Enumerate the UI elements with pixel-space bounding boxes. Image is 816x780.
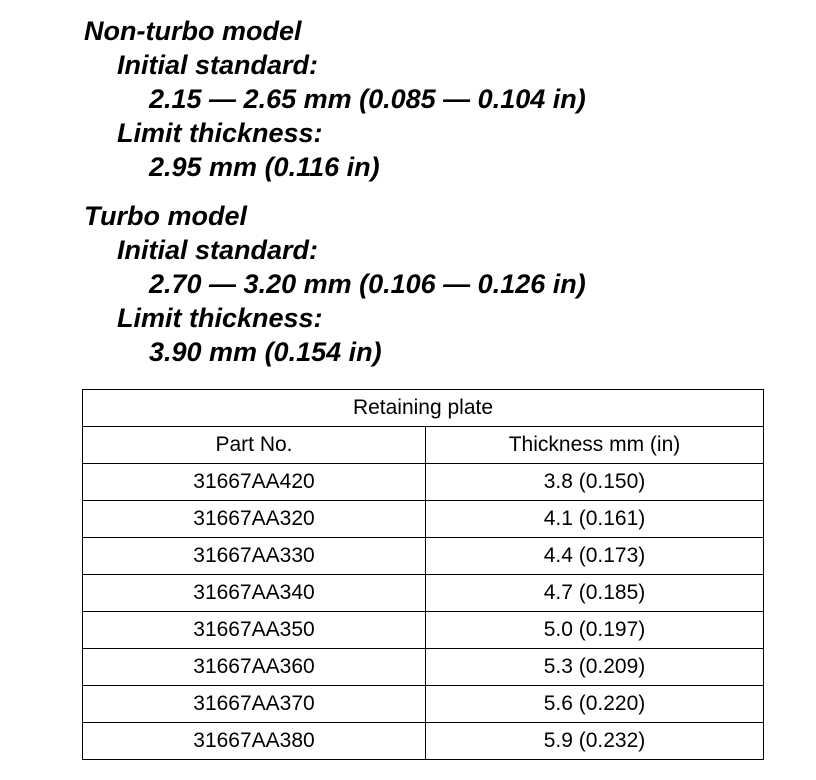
thickness-cell: 3.8 (0.150)	[426, 464, 764, 501]
column-header-part-no: Part No.	[83, 427, 426, 464]
part-number-cell: 31667AA320	[83, 501, 426, 538]
part-number-cell: 31667AA360	[83, 649, 426, 686]
thickness-cell: 5.9 (0.232)	[426, 723, 764, 760]
thickness-cell: 4.4 (0.173)	[426, 538, 764, 575]
table-title-row	[83, 390, 764, 427]
initial-standard-value: 2.15 — 2.65 mm (0.085 — 0.104 in)	[149, 84, 586, 114]
limit-thickness-label: Limit thickness:	[117, 303, 323, 333]
initial-standard-label: Initial standard:	[117, 50, 319, 80]
thickness-cell: 4.1 (0.161)	[426, 501, 764, 538]
part-number-cell: 31667AA370	[83, 686, 426, 723]
thickness-cell: 5.6 (0.220)	[426, 686, 764, 723]
retaining-plate-table	[82, 389, 764, 760]
thickness-cell: 5.0 (0.197)	[426, 612, 764, 649]
model-heading-turbo: Turbo model	[84, 201, 248, 231]
part-number-cell: 31667AA330	[83, 538, 426, 575]
part-number-cell: 31667AA380	[83, 723, 426, 760]
limit-thickness-value: 2.95 mm (0.116 in)	[149, 152, 380, 182]
thickness-specifications	[84, 14, 784, 369]
table-row	[83, 575, 764, 612]
limit-thickness-value: 3.90 mm (0.154 in)	[149, 337, 382, 367]
model-heading-non-turbo: Non-turbo model	[84, 16, 302, 46]
thickness-cell: 5.3 (0.209)	[426, 649, 764, 686]
limit-thickness-label: Limit thickness:	[117, 118, 323, 148]
part-number-cell: 31667AA340	[83, 575, 426, 612]
thickness-cell: 4.7 (0.185)	[426, 575, 764, 612]
column-header-thickness: Thickness mm (in)	[426, 427, 764, 464]
initial-standard-value: 2.70 — 3.20 mm (0.106 — 0.126 in)	[149, 269, 586, 299]
table-row	[83, 538, 764, 575]
part-number-cell: 31667AA420	[83, 464, 426, 501]
section-spacer	[84, 184, 784, 199]
table-row	[83, 612, 764, 649]
table-row	[83, 686, 764, 723]
table-title: Retaining plate	[83, 390, 764, 427]
table-row	[83, 501, 764, 538]
table-header-row	[83, 427, 764, 464]
table-row	[83, 649, 764, 686]
part-number-cell: 31667AA350	[83, 612, 426, 649]
table-row	[83, 464, 764, 501]
initial-standard-label: Initial standard:	[117, 235, 319, 265]
table-row	[83, 723, 764, 760]
